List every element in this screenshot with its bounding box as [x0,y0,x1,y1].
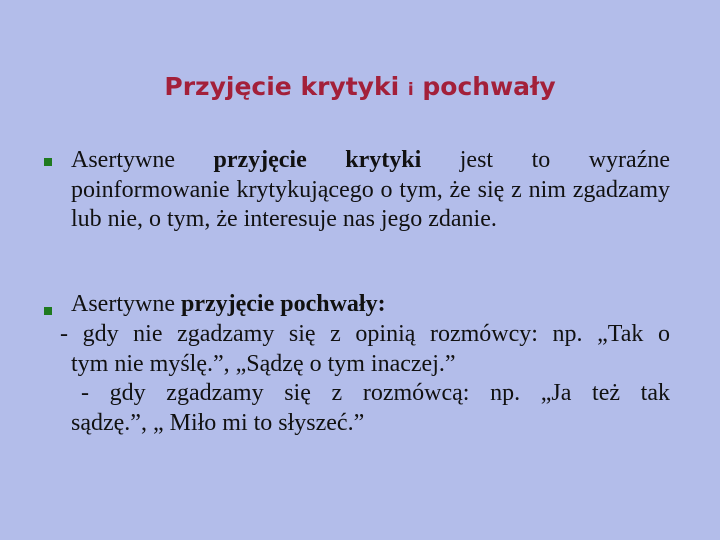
bullet-2-line-2: tym nie myślę.”, „Sądzę o tym inaczej.” [71,350,456,377]
bullet-2-bold: przyjęcie pochwały: [180,291,386,317]
bullet-2-body [60,320,670,438]
title-small-word: i [407,80,414,100]
bullet-1-text [71,146,670,235]
bullet-2-heading [71,290,671,320]
bullet-2-line-1: - gdy nie zgadzamy się z opinią rozmówcy: np. „Tak o [60,321,670,347]
square-bullet-icon [44,307,52,315]
bullet-1-prefix: Asertywne [71,147,214,173]
bullet-2-line-3: - gdy zgadzamy się z rozmówcą: np. „Ja też tak [81,380,670,406]
square-bullet-icon [44,158,52,166]
slide-title [0,70,720,107]
title-part-1: Przyjęcie krytyki [164,72,408,101]
bullet-2-prefix: Asertywne [71,291,181,317]
bullet-2-line-4: sądzę.”, „ Miło mi to słyszeć.” [71,409,365,436]
title-part-2: pochwały [413,72,556,101]
bullet-1-rest: jest to wyraźne poinformowanie krytykującego o tym, że się z nim zgadzamy lub nie, o tym, że interesuje nas jego zdanie. [71,147,671,232]
bullet-1-bold: przyjęcie krytyki [213,147,422,173]
